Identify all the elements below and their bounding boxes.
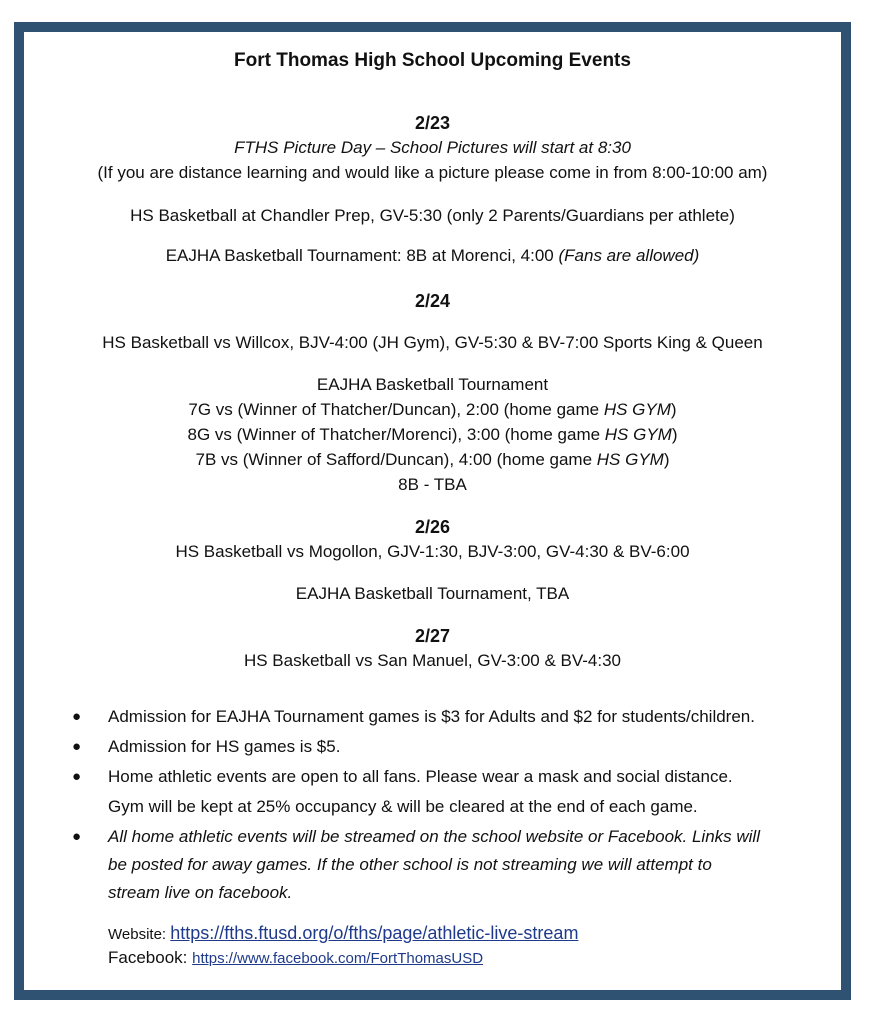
website-label: Website: — [108, 926, 171, 943]
game-line — [24, 449, 841, 471]
event-text — [24, 245, 841, 267]
bullet-text: stream live on facebook. — [108, 883, 293, 902]
bullet-icon: ● — [72, 708, 82, 725]
bullet-icon: ● — [72, 738, 82, 755]
picture-day-text: FTHS Picture Day – School Pictures will start at 8:30 — [234, 138, 631, 157]
tournament-title: EAJHA Basketball Tournament — [316, 375, 549, 394]
game-line — [24, 399, 841, 421]
game-end: ) — [671, 425, 678, 444]
bullet-text: Admission for HS games is $5. — [108, 737, 341, 756]
game-end: ) — [670, 400, 677, 419]
event-text: EAJHA Basketball Tournament, TBA — [295, 584, 570, 603]
bullet-text: Gym will be kept at 25% occupancy & will be cleared at the end of each game. — [108, 797, 698, 816]
event-text: HS Basketball vs Willcox, BJV-4:00 (JH Gym), GV-5:30 & BV-7:00 Sports King & Queen — [102, 333, 763, 352]
game-text: 8G vs (Winner of Thatcher/Morenci), 3:00 (home game — [187, 425, 605, 444]
event-main: EAJHA Basketball Tournament: 8B at Morenci, 4:00 — [165, 246, 559, 265]
picture-day-note: (If you are distance learning and would like a picture please come in from 8:00-10:00 am) — [97, 163, 768, 182]
bullet-text: All home athletic events will be streamed on the school website or Facebook. Links will — [108, 827, 760, 846]
event-note: (Fans are allowed) — [558, 246, 700, 265]
date-heading-2-27: 2/27 — [414, 626, 451, 646]
game-location: HS GYM — [604, 425, 672, 444]
game-location: HS GYM — [603, 400, 671, 419]
bullet-text: Home athletic events are open to all fans. Please wear a mask and social distance. — [108, 767, 733, 786]
bullet-text: Admission for EAJHA Tournament games is $3 for Adults and $2 for students/children. — [108, 707, 755, 726]
facebook-link[interactable]: https://www.facebook.com/FortThomasUSD — [192, 950, 484, 967]
game-line — [24, 424, 841, 446]
page-title: Fort Thomas High School Upcoming Events — [234, 50, 631, 71]
event-text: HS Basketball vs Mogollon, GJV-1:30, BJV-3:00, GV-4:30 & BV-6:00 — [175, 542, 690, 561]
tba-text: 8B - TBA — [398, 475, 467, 494]
game-text: 7G vs (Winner of Thatcher/Duncan), 2:00 (home game — [188, 400, 604, 419]
date-heading-2-24: 2/24 — [414, 291, 451, 311]
bullet-icon: ● — [72, 768, 82, 785]
website-link-row — [108, 922, 578, 946]
facebook-link-row — [108, 947, 483, 970]
date-heading-2-23: 2/23 — [414, 113, 451, 133]
facebook-label: Facebook: — [108, 948, 193, 967]
document-body — [24, 32, 841, 990]
date-heading-2-26: 2/26 — [414, 517, 451, 537]
game-location: HS GYM — [596, 450, 664, 469]
bullet-icon: ● — [72, 828, 82, 845]
website-link[interactable]: https://fths.ftusd.org/o/fths/page/athletic-live-stream — [170, 923, 579, 943]
bullet-text: be posted for away games. If the other school is not streaming we will attempt to — [108, 855, 712, 874]
document-frame — [14, 22, 851, 1000]
game-text: 7B vs (Winner of Safford/Duncan), 4:00 (home game — [195, 450, 597, 469]
event-text: HS Basketball vs San Manuel, GV-3:00 & BV-4:30 — [243, 651, 622, 670]
game-end: ) — [663, 450, 670, 469]
event-text: HS Basketball at Chandler Prep, GV-5:30 (only 2 Parents/Guardians per athlete) — [130, 206, 735, 225]
